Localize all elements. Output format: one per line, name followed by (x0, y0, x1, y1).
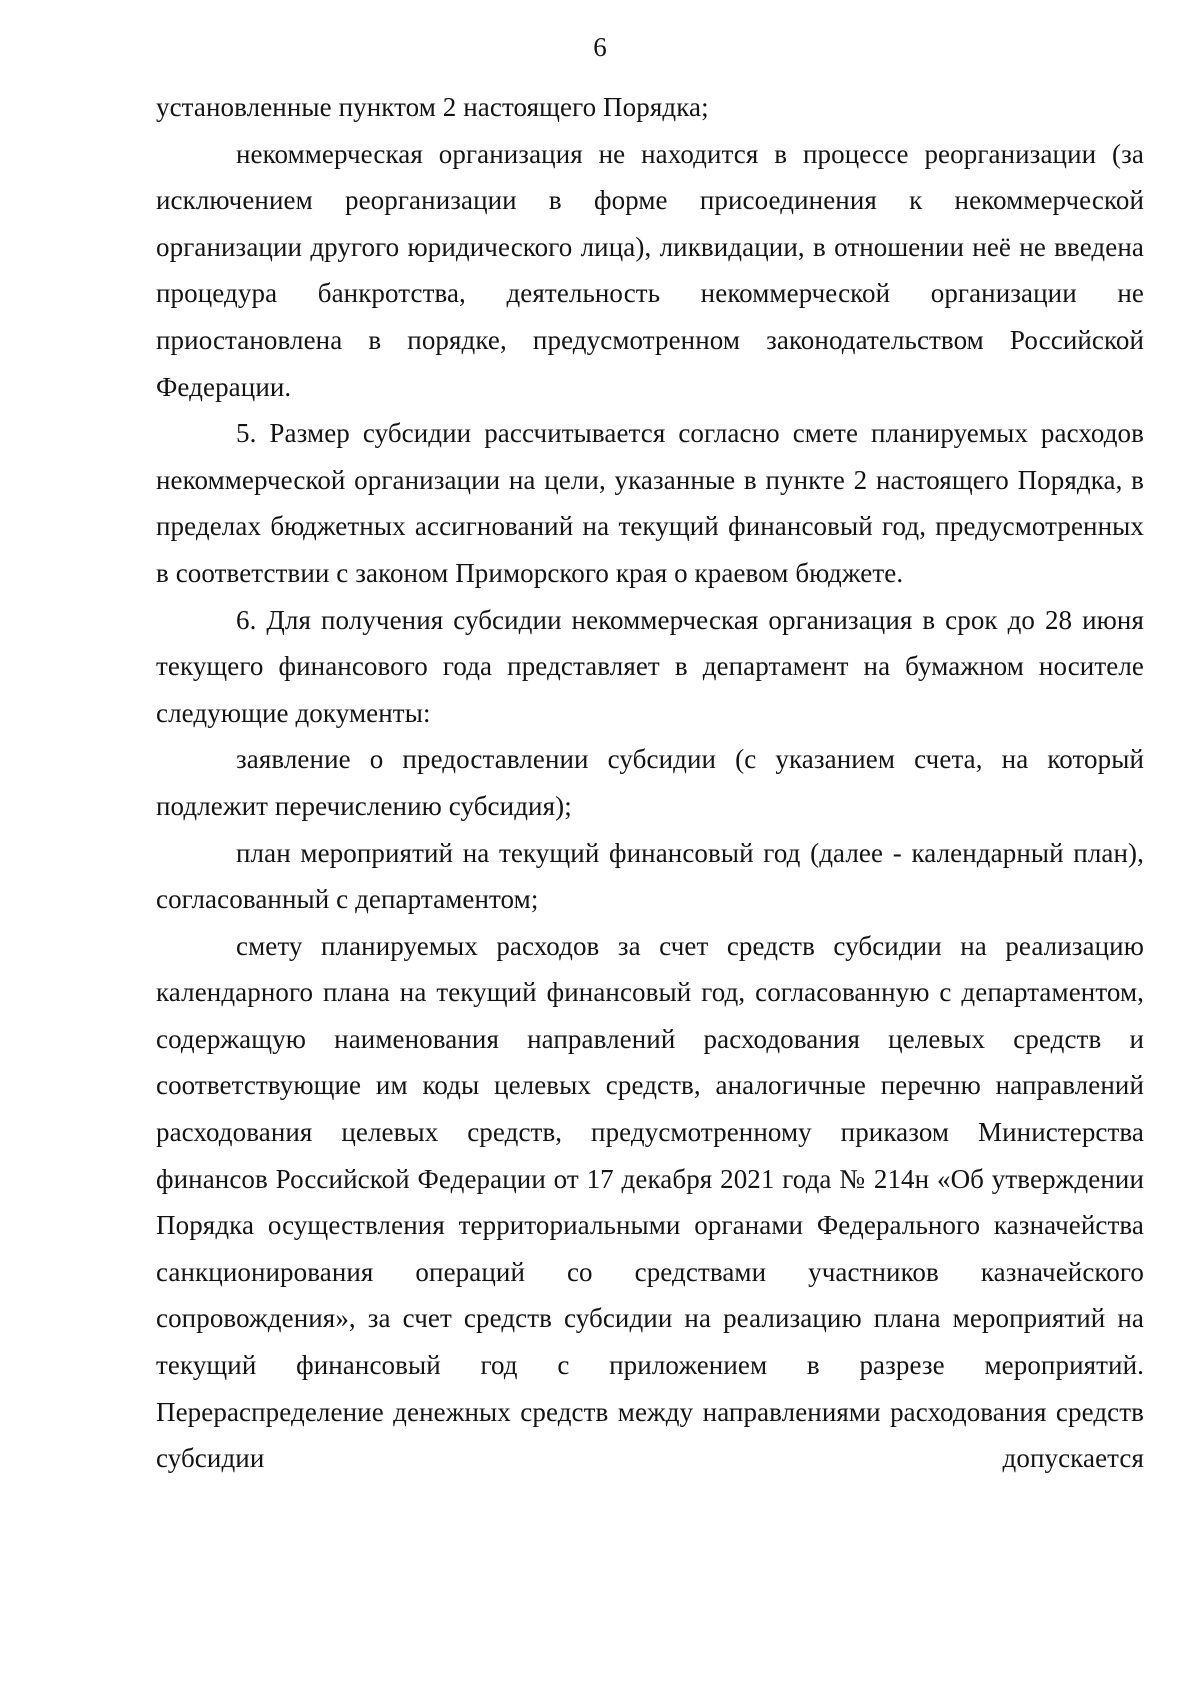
page-number: 6 (593, 32, 607, 62)
paragraph-5: заявление о предоставлении субсидии (с указанием счета, на который подлежит перечислению субсидия); (156, 744, 1144, 821)
document-body (156, 84, 1144, 1482)
paragraph-7: смету планируемых расходов за счет средств субсидии на реализацию календарного плана на текущий финансовый год, согласованную с департаментом, содержащую наименования направлений расходования целевых средств и соответствующие им коды целевых средств, аналогичные перечню направлений расходования целевых средств, предусмотренному приказом Министерства финансов Российской Федерации от 17 декабря 2021 года № 214н «Об утверждении Порядка осуществления территориальными органами Федерального казначейства санкционирования операций со средствами участников казначейского сопровождения», за счет средств субсидии на реализацию плана мероприятий на текущий финансовый год с приложением в разрезе мероприятий. Перераспределение денежных средств между направлениями расходования средств субсидии допускается (156, 930, 1144, 1474)
paragraph-2: некоммерческая организация не находится в процессе реорганизации (за исключением реорганизации в форме присоединения к некоммерческой организации другого юридического лица), ликвидации, в отношении неё не введена процедура банкротства, деятельность некоммерческой организации не приостановлена в порядке, предусмотренном законодательством Российской Федерации. (156, 138, 1144, 402)
paragraph-3: 5. Размер субсидии рассчитывается согласно смете планируемых расходов некоммерческой организации на цели, указанные в пункте 2 настоящего Порядка, в пределах бюджетных ассигнований на текущий финансовый год, предусмотренных в соответствии с законом Приморского края о краевом бюджете. (156, 418, 1144, 588)
paragraph-6: план мероприятий на текущий финансовый год (далее - календарный план), согласованный с департаментом; (156, 837, 1144, 915)
paragraph-4: 6. Для получения субсидии некоммерческая организация в срок до 28 июня текущего финансового года представляет в департамент на бумажном носителе следующие документы: (156, 604, 1144, 728)
paragraph-1: установленные пунктом 2 настоящего Порядка; (156, 92, 709, 122)
